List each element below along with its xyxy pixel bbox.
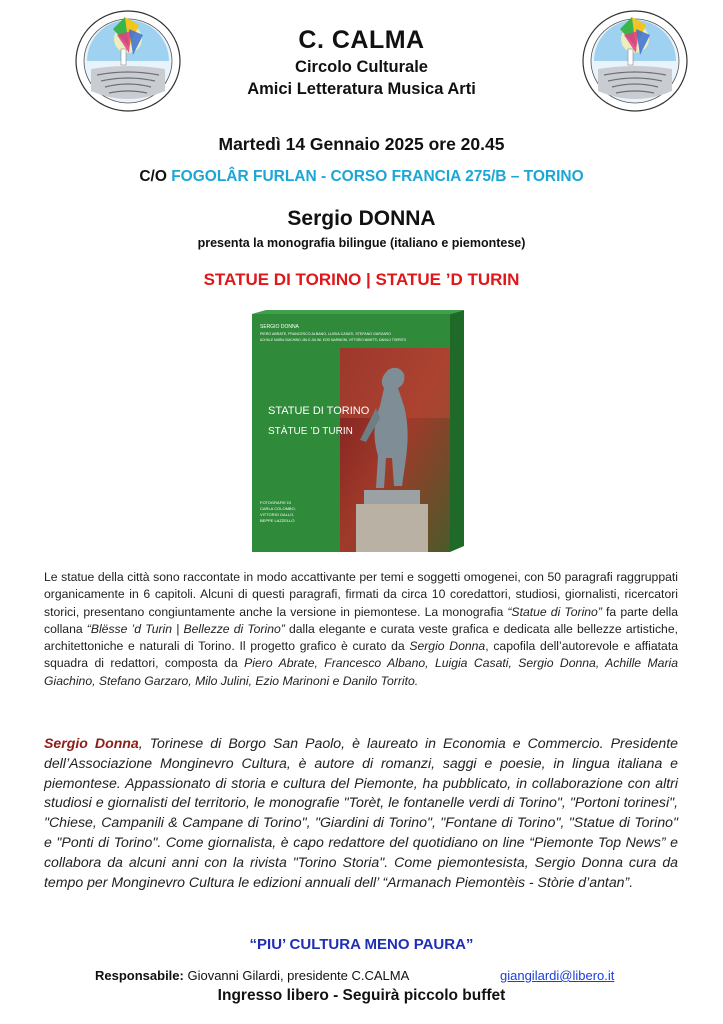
venue-prefix: C/O <box>139 168 172 185</box>
desc-text-1: Le statue della città sono raccontate in modo accattivante per temi e soggetti omogenei, con 50 paragrafi raggruppati organicamente in 6 capitoli. Alcuni di questi paragrafi, firmati da circa 10 coredattori, studiosi, giornalisti, ricercatori storici, presentano congiuntamente anche la versione in piemontese. La monografia <box>44 570 678 619</box>
cover-subtitle: STÀTUE ’D TURIN <box>268 426 353 437</box>
cover-photo-3: VITTORIO GALLO, <box>260 512 295 517</box>
desc-text-3: dalla elegante e curata veste grafica e dedicata alle bellezze artistiche, architettoniche e naturali di Torino. Il progetto grafico è curato da <box>44 621 678 654</box>
cover-authors-1: PIERO ABRATE, FRANCESCO ALBANO, LUIGIA CASATI, STEFANO GARZARO <box>260 332 391 336</box>
bio-text: , Torinese di Borgo San Paolo, è laureato in Economia e Commercio. Presidente dell’Associazione Monginevro Cultura, è autore di romanzi, saggi e poesie, in lingua italiana e piemontese. Appassionato di storia e cultura del Piemonte, ha pubblicato, in collaborazione con altri studiosi e giornalisti del territorio, le monografie "Torèt, le fontanelle verdi di Torino", "Portoni torinesi", "Chiese, Campanili & Campane di Torino", "Giardini di Torino", "Fontane di Torino", "Statue di Torino" e "Ponti di Torino". Come giornalista, è capo redattore del quotidiano on line “Piemonte Top News” e collabora da alcuni anni con la rivista "Torino Storia". Come piemontesista, Sergio Donna cura da tempo per Monginevro Cultura le edizioni annuali dell’ “Armanach Piemontèis - Stòrie d’antan”. <box>44 735 678 890</box>
cover-photo-2: CARLA COLOMBO, <box>260 506 296 511</box>
org-subtitle-2: Amici Letteratura Musica Arti <box>247 80 476 98</box>
org-name: C. CALMA <box>298 26 425 54</box>
book-description <box>44 569 678 690</box>
desc-contributors: Piero Abrate, Francesco Albano, Luigia Casati, Sergio Donna, Achille Maria Giachino, Stefano Garzaro, Milo Julini, Ezio Marinoni e Danilo Torrito. <box>44 656 678 688</box>
cover-title: STATUE DI TORINO <box>268 405 370 417</box>
cover-author: SERGIO DONNA <box>260 324 299 330</box>
bio-lead-name: Sergio Donna <box>44 735 139 751</box>
desc-designer: Sergio Donna <box>409 639 486 654</box>
contact-email-link[interactable]: giangilardi@libero.it <box>500 968 615 983</box>
desc-text-4: , capofila dell’autorevole e affiatata squadra di redattori, composta da <box>44 639 678 671</box>
author-subtitle: presenta la monografia bilingue (italiano e piemontese) <box>197 236 526 250</box>
desc-book-name: “Statue di Torino” <box>507 604 602 619</box>
book-title: STATUE DI TORINO | STATUE ’D TURIN <box>203 270 520 289</box>
responsible-line <box>95 968 409 983</box>
venue-address: FOGOLÂR FURLAN - CORSO FRANCIA 275/B – TORINO <box>171 168 584 185</box>
cover-photo-4: BEPPE LAZZELLO <box>260 518 295 523</box>
entry-note: Ingresso libero - Seguirà piccolo buffet <box>217 987 506 1004</box>
book-cover-image <box>248 308 470 560</box>
cover-photo-1: FOTOGRAFIE DI <box>260 500 292 505</box>
desc-text-2: fa parte della collana <box>44 604 678 636</box>
cover-authors-2: ACHILLE MARIA GIACHINO, MILO JULINI, EZIO MARINONI, VITTORIO MINETTI, DANILO TORRITO <box>260 338 407 342</box>
author-name: Sergio DONNA <box>287 207 436 230</box>
org-subtitle-1: Circolo Culturale <box>295 58 428 76</box>
event-venue <box>0 168 723 186</box>
responsible-name: Giovanni Gilardi, presidente C.CALMA <box>183 968 410 983</box>
author-bio <box>44 734 678 892</box>
responsible-label: Responsabile: <box>95 968 184 983</box>
slogan: “PIU’ CULTURA MENO PAURA” <box>249 936 474 953</box>
desc-series-name: “Blësse ’d Turin | Bellezze di Torino” <box>86 621 285 636</box>
event-date: Martedì 14 Gennaio 2025 ore 20.45 <box>218 134 505 154</box>
